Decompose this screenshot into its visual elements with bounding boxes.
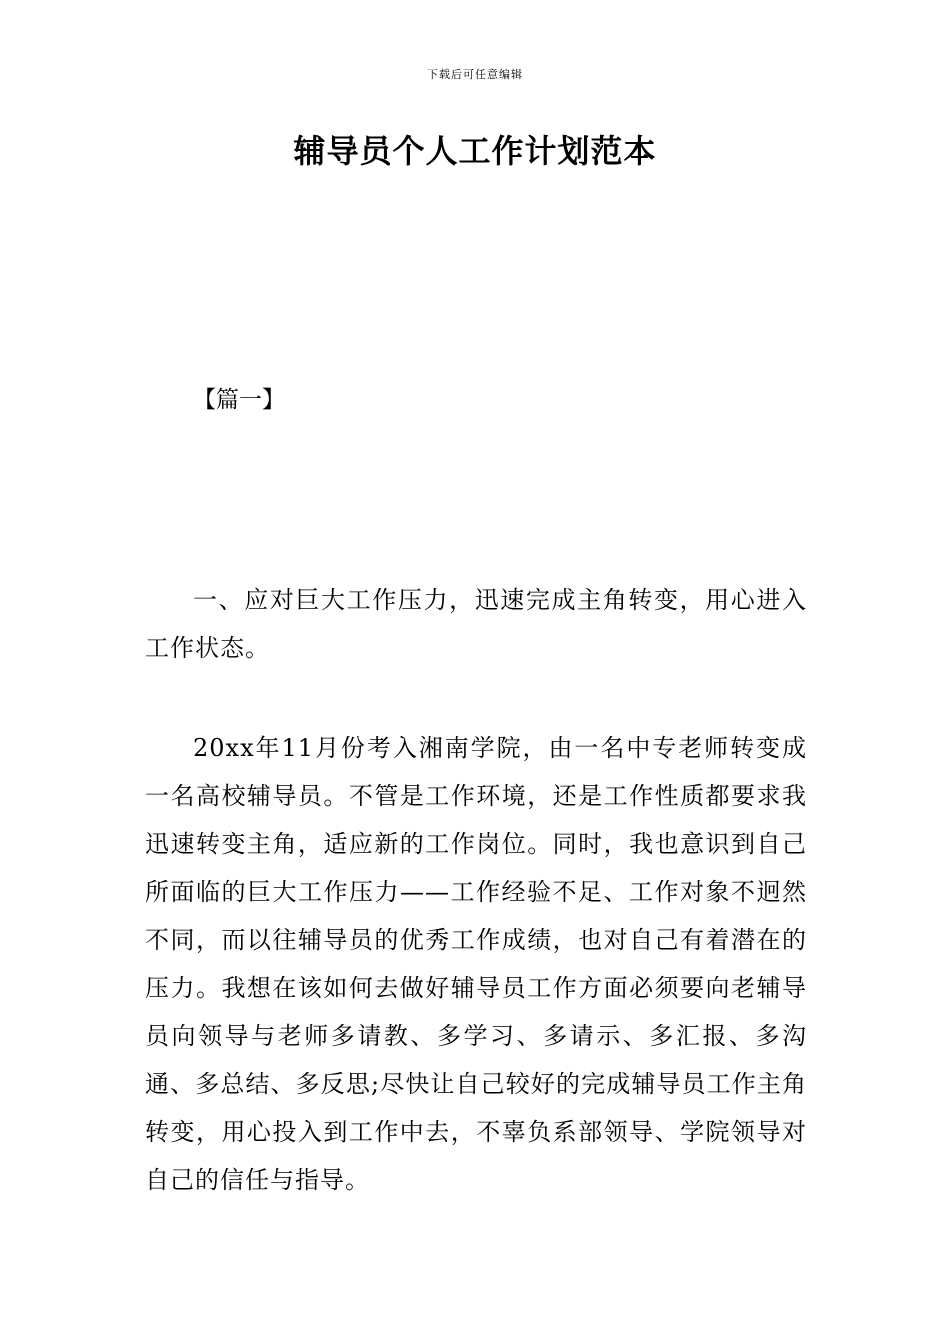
paragraph-heading: 一、应对巨大工作压力，迅速完成主角转变，用心进入工作状态。 <box>145 586 807 662</box>
header-note: 下载后可任意编辑 <box>427 68 523 81</box>
document-title: 辅导员个人工作计划范本 <box>293 132 657 170</box>
section-label: 【篇一】 <box>193 387 285 413</box>
paragraph-body: 20xx年11月份考入湘南学院，由一名中专老师转变成一名高校辅导员。不管是工作环境，还是工作性质都要求我迅速转变主角，适应新的工作岗位。同时，我也意识到自己所面临的巨大工作压力——工作经验不足、工作对象不迥然不同，而以往辅导员的优秀工作成绩，也对自己有着潜在的压力。我想在该如何去做好辅导员工作方面必须要向老辅导员向领导与老师多请教、多学习、多请示、多汇报、多沟通、多总结、多反思;尽快让自己较好的完成辅导员工作主角转变，用心投入到工作中去，不辜负系部领导、学院领导对自己的信任与指导。 <box>145 734 807 1194</box>
